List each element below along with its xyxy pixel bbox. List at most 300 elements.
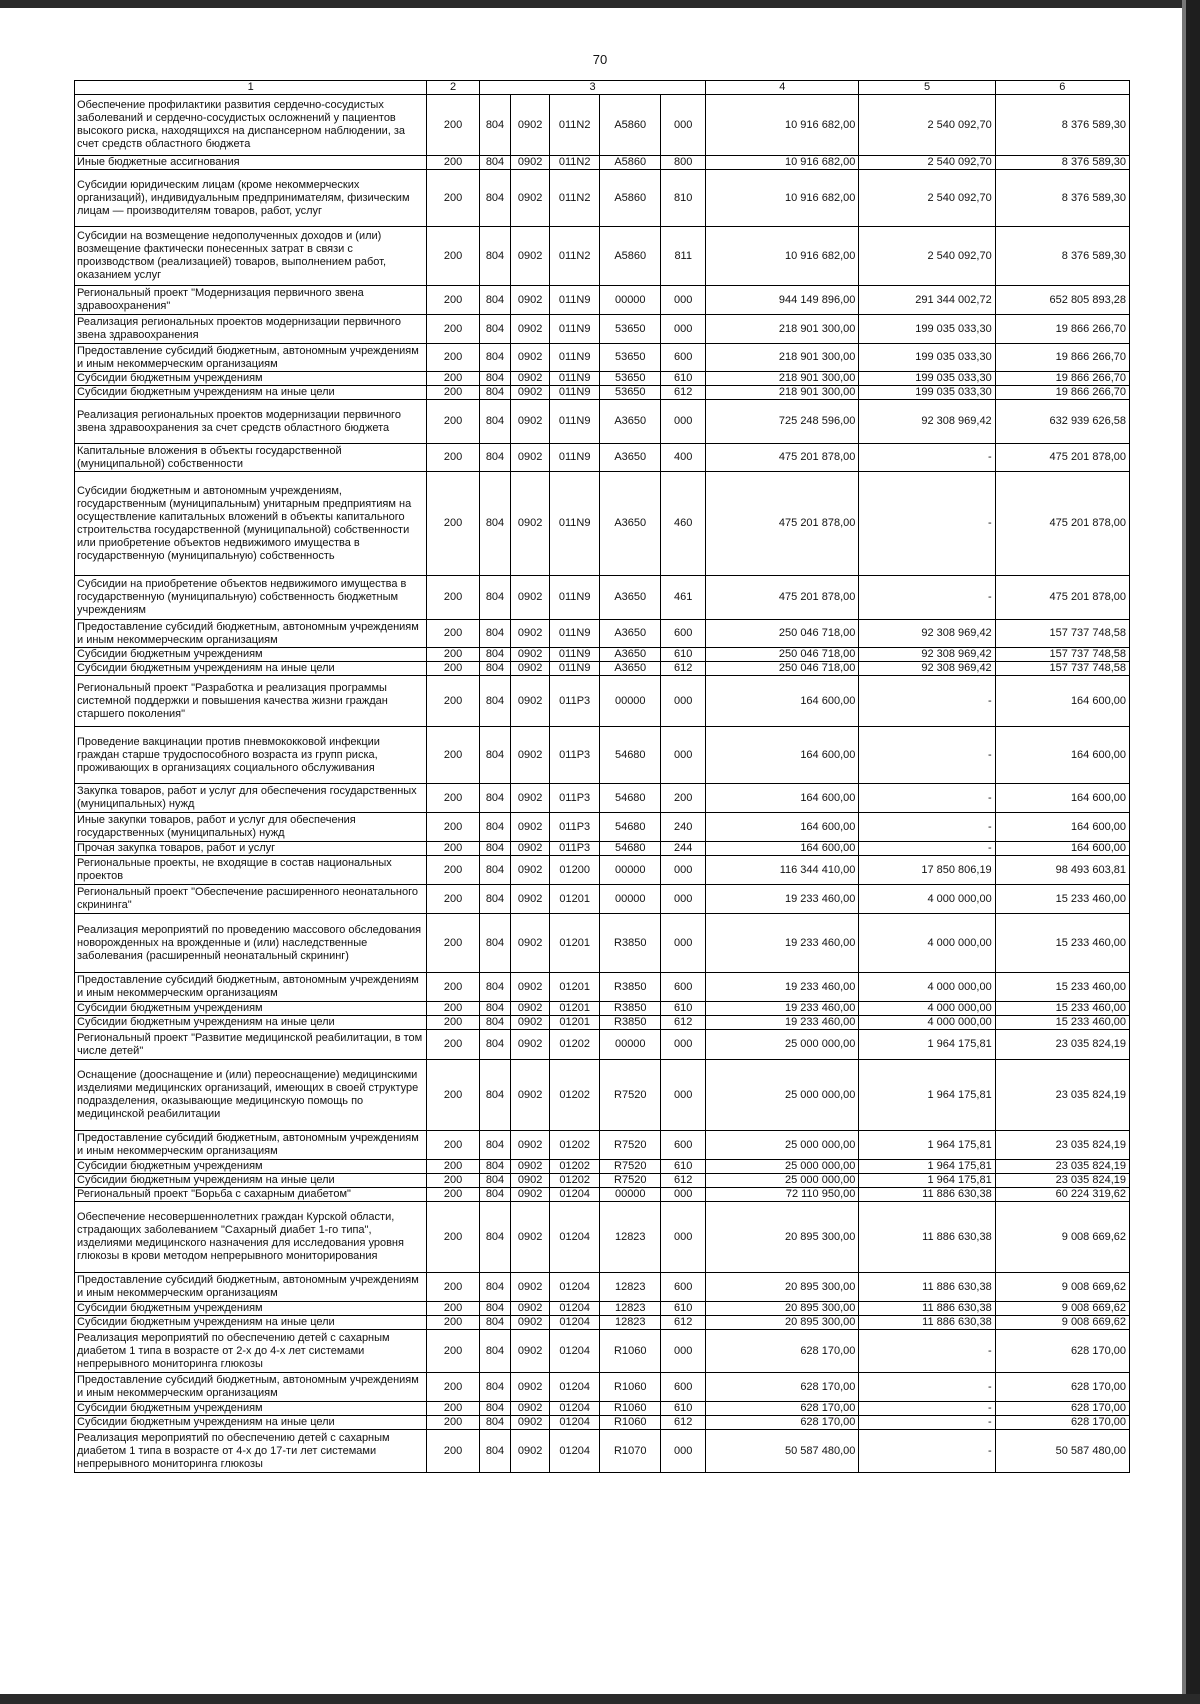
program-code: 011P3	[550, 676, 600, 727]
admin-code: 200	[427, 170, 479, 227]
amount-col5: 1 964 175,81	[859, 1131, 995, 1160]
section-code: 804	[479, 1016, 510, 1030]
section-code: 804	[479, 400, 510, 444]
amount-col6: 8 376 589,30	[995, 227, 1129, 286]
amount-col6: 475 201 878,00	[995, 472, 1129, 576]
amount-col6: 9 008 669,62	[995, 1302, 1129, 1316]
admin-code: 200	[427, 286, 479, 315]
admin-code: 200	[427, 885, 479, 914]
item-name: Предоставление субсидий бюджетным, автономным учреждениям и иным некоммерческим организациям	[75, 620, 427, 648]
direction-code: R1070	[600, 1430, 661, 1473]
direction-code: R1060	[600, 1373, 661, 1402]
amount-col6: 15 233 460,00	[995, 1002, 1129, 1016]
subsection-code: 0902	[511, 472, 550, 576]
subsection-code: 0902	[511, 648, 550, 662]
amount-col5: 92 308 969,42	[859, 620, 995, 648]
admin-code: 200	[427, 1330, 479, 1373]
program-code: 011N9	[550, 620, 600, 648]
section-code: 804	[479, 1174, 510, 1188]
admin-code: 200	[427, 1174, 479, 1188]
subsection-code: 0902	[511, 856, 550, 885]
program-code: 011N9	[550, 444, 600, 472]
amount-col4: 218 901 300,00	[706, 386, 859, 400]
amount-col4: 50 587 480,00	[706, 1430, 859, 1473]
subsection-code: 0902	[511, 386, 550, 400]
table-row	[75, 1016, 1130, 1030]
expense-type-code: 612	[661, 1316, 706, 1330]
direction-code: A5860	[600, 156, 661, 170]
amount-col5: 11 886 630,38	[859, 1273, 995, 1302]
item-name: Субсидии бюджетным учреждениям на иные цели	[75, 1174, 427, 1188]
subsection-code: 0902	[511, 576, 550, 620]
program-code: 011P3	[550, 727, 600, 784]
admin-code: 200	[427, 620, 479, 648]
amount-col6: 628 170,00	[995, 1330, 1129, 1373]
direction-code: 54680	[600, 727, 661, 784]
admin-code: 200	[427, 1160, 479, 1174]
expense-type-code: 000	[661, 885, 706, 914]
subsection-code: 0902	[511, 1202, 550, 1273]
amount-col4: 218 901 300,00	[706, 315, 859, 344]
amount-col5: 199 035 033,30	[859, 315, 995, 344]
amount-col6: 19 866 266,70	[995, 315, 1129, 344]
amount-col6: 164 600,00	[995, 727, 1129, 784]
table-row	[75, 1330, 1130, 1373]
subsection-code: 0902	[511, 170, 550, 227]
expense-type-code: 240	[661, 813, 706, 842]
amount-col4: 475 201 878,00	[706, 576, 859, 620]
amount-col4: 25 000 000,00	[706, 1131, 859, 1160]
subsection-code: 0902	[511, 1273, 550, 1302]
expense-type-code: 612	[661, 1416, 706, 1430]
amount-col5: -	[859, 784, 995, 813]
amount-col6: 98 493 603,81	[995, 856, 1129, 885]
expense-type-code: 800	[661, 156, 706, 170]
expense-type-code: 000	[661, 1202, 706, 1273]
section-code: 804	[479, 1160, 510, 1174]
expense-type-code: 610	[661, 1160, 706, 1174]
item-name: Иные бюджетные ассигнования	[75, 156, 427, 170]
amount-col4: 20 895 300,00	[706, 1316, 859, 1330]
expense-type-code: 610	[661, 372, 706, 386]
amount-col6: 632 939 626,58	[995, 400, 1129, 444]
program-code: 01204	[550, 1330, 600, 1373]
page-number: 70	[592, 52, 608, 67]
table-row	[75, 170, 1130, 227]
amount-col6: 628 170,00	[995, 1373, 1129, 1402]
section-code: 804	[479, 914, 510, 973]
direction-code: R1060	[600, 1330, 661, 1373]
direction-code: R7520	[600, 1174, 661, 1188]
subsection-code: 0902	[511, 662, 550, 676]
section-code: 804	[479, 372, 510, 386]
scan-edge-top	[0, 0, 1200, 8]
program-code: 01201	[550, 914, 600, 973]
section-code: 804	[479, 315, 510, 344]
admin-code: 200	[427, 1131, 479, 1160]
expense-type-code: 600	[661, 1131, 706, 1160]
subsection-code: 0902	[511, 444, 550, 472]
admin-code: 200	[427, 1030, 479, 1060]
item-name: Предоставление субсидий бюджетным, автономным учреждениям и иным некоммерческим организациям	[75, 1373, 427, 1402]
subsection-code: 0902	[511, 842, 550, 856]
admin-code: 200	[427, 1016, 479, 1030]
amount-col4: 25 000 000,00	[706, 1174, 859, 1188]
program-code: 011N9	[550, 648, 600, 662]
item-name: Обеспечение профилактики развития сердечно-сосудистых заболеваний и сердечно-сосудистых осложнений у пациентов высокого риска, находящихся на диспансерном наблюдении, за счет средств областного бюджета	[75, 95, 427, 156]
expense-type-code: 612	[661, 662, 706, 676]
expense-type-code: 200	[661, 784, 706, 813]
item-name: Региональный проект "Борьба с сахарным диабетом"	[75, 1188, 427, 1202]
program-code: 01201	[550, 1002, 600, 1016]
admin-code: 200	[427, 662, 479, 676]
expense-type-code: 600	[661, 1273, 706, 1302]
amount-col4: 25 000 000,00	[706, 1030, 859, 1060]
table-row	[75, 885, 1130, 914]
program-code: 01204	[550, 1416, 600, 1430]
admin-code: 200	[427, 1302, 479, 1316]
subsection-code: 0902	[511, 973, 550, 1002]
column-number-2: 2	[427, 81, 479, 95]
amount-col5: 199 035 033,30	[859, 386, 995, 400]
admin-code: 200	[427, 856, 479, 885]
column-number-row	[75, 81, 1130, 95]
program-code: 01202	[550, 1131, 600, 1160]
table-row	[75, 1030, 1130, 1060]
expense-type-code: 610	[661, 1402, 706, 1416]
item-name: Субсидии на возмещение недополученных доходов и (или) возмещение фактически понесенных затрат в связи с производством (реализацией) товаров, выполнением работ, оказанием услуг	[75, 227, 427, 286]
section-code: 804	[479, 620, 510, 648]
column-number-4: 4	[706, 81, 859, 95]
direction-code: A3650	[600, 648, 661, 662]
amount-col4: 19 233 460,00	[706, 1002, 859, 1016]
direction-code: A3650	[600, 576, 661, 620]
program-code: 01204	[550, 1188, 600, 1202]
table-row	[75, 315, 1130, 344]
program-code: 01204	[550, 1302, 600, 1316]
section-code: 804	[479, 227, 510, 286]
direction-code: 00000	[600, 885, 661, 914]
section-code: 804	[479, 842, 510, 856]
amount-col4: 628 170,00	[706, 1373, 859, 1402]
direction-code: A5860	[600, 95, 661, 156]
subsection-code: 0902	[511, 1373, 550, 1402]
amount-col6: 628 170,00	[995, 1402, 1129, 1416]
subsection-code: 0902	[511, 1131, 550, 1160]
item-name: Субсидии бюджетным учреждениям на иные цели	[75, 1016, 427, 1030]
expense-type-code: 461	[661, 576, 706, 620]
column-number-5: 5	[859, 81, 995, 95]
program-code: 01204	[550, 1373, 600, 1402]
subsection-code: 0902	[511, 1060, 550, 1131]
table-row	[75, 386, 1130, 400]
expense-type-code: 244	[661, 842, 706, 856]
expense-type-code: 000	[661, 914, 706, 973]
section-code: 804	[479, 1402, 510, 1416]
direction-code: A3650	[600, 662, 661, 676]
amount-col4: 944 149 896,00	[706, 286, 859, 315]
amount-col5: 11 886 630,38	[859, 1302, 995, 1316]
subsection-code: 0902	[511, 784, 550, 813]
amount-col6: 8 376 589,30	[995, 170, 1129, 227]
table-row	[75, 227, 1130, 286]
amount-col5: -	[859, 1402, 995, 1416]
amount-col5: 11 886 630,38	[859, 1316, 995, 1330]
subsection-code: 0902	[511, 400, 550, 444]
expense-type-code: 000	[661, 1330, 706, 1373]
subsection-code: 0902	[511, 1016, 550, 1030]
amount-col6: 9 008 669,62	[995, 1273, 1129, 1302]
amount-col5: 291 344 002,72	[859, 286, 995, 315]
amount-col6: 15 233 460,00	[995, 885, 1129, 914]
amount-col5: 4 000 000,00	[859, 885, 995, 914]
amount-col6: 164 600,00	[995, 813, 1129, 842]
program-code: 011N9	[550, 286, 600, 315]
amount-col4: 19 233 460,00	[706, 973, 859, 1002]
admin-code: 200	[427, 344, 479, 372]
amount-col5: -	[859, 1416, 995, 1430]
expense-type-code: 612	[661, 386, 706, 400]
amount-col5: -	[859, 444, 995, 472]
amount-col6: 15 233 460,00	[995, 1016, 1129, 1030]
amount-col4: 164 600,00	[706, 842, 859, 856]
admin-code: 200	[427, 1316, 479, 1330]
admin-code: 200	[427, 676, 479, 727]
amount-col6: 23 035 824,19	[995, 1160, 1129, 1174]
amount-col4: 475 201 878,00	[706, 444, 859, 472]
expense-type-code: 000	[661, 1030, 706, 1060]
subsection-code: 0902	[511, 914, 550, 973]
direction-code: 12823	[600, 1273, 661, 1302]
program-code: 01202	[550, 1030, 600, 1060]
direction-code: A3650	[600, 444, 661, 472]
direction-code: 54680	[600, 813, 661, 842]
amount-col5: 92 308 969,42	[859, 662, 995, 676]
program-code: 011N2	[550, 156, 600, 170]
direction-code: 00000	[600, 1188, 661, 1202]
program-code: 01204	[550, 1316, 600, 1330]
admin-code: 200	[427, 227, 479, 286]
table-row	[75, 576, 1130, 620]
amount-col5: -	[859, 813, 995, 842]
item-name: Реализация мероприятий по обеспечению детей с сахарным диабетом 1 типа в возрасте от 2-х до 4-х лет системами непрерывного мониторинга глюкозы	[75, 1330, 427, 1373]
subsection-code: 0902	[511, 1002, 550, 1016]
amount-col6: 9 008 669,62	[995, 1202, 1129, 1273]
section-code: 804	[479, 1060, 510, 1131]
expense-type-code: 600	[661, 620, 706, 648]
table-row	[75, 727, 1130, 784]
program-code: 011N9	[550, 344, 600, 372]
item-name: Реализация региональных проектов модернизации первичного звена здравоохранения	[75, 315, 427, 344]
admin-code: 200	[427, 400, 479, 444]
program-code: 01204	[550, 1402, 600, 1416]
item-name: Региональные проекты, не входящие в состав национальных проектов	[75, 856, 427, 885]
expense-type-code: 610	[661, 1002, 706, 1016]
program-code: 011N2	[550, 95, 600, 156]
amount-col5: 4 000 000,00	[859, 973, 995, 1002]
amount-col5: 92 308 969,42	[859, 648, 995, 662]
item-name: Прочая закупка товаров, работ и услуг	[75, 842, 427, 856]
admin-code: 200	[427, 784, 479, 813]
direction-code: 12823	[600, 1302, 661, 1316]
amount-col5: 4 000 000,00	[859, 1002, 995, 1016]
program-code: 011P3	[550, 784, 600, 813]
amount-col6: 475 201 878,00	[995, 576, 1129, 620]
section-code: 804	[479, 1416, 510, 1430]
admin-code: 200	[427, 1402, 479, 1416]
program-code: 01201	[550, 885, 600, 914]
admin-code: 200	[427, 1416, 479, 1430]
amount-col4: 250 046 718,00	[706, 620, 859, 648]
amount-col5: 2 540 092,70	[859, 95, 995, 156]
subsection-code: 0902	[511, 620, 550, 648]
amount-col4: 10 916 682,00	[706, 170, 859, 227]
program-code: 011N9	[550, 662, 600, 676]
subsection-code: 0902	[511, 156, 550, 170]
admin-code: 200	[427, 372, 479, 386]
subsection-code: 0902	[511, 1330, 550, 1373]
column-number-3: 3	[479, 81, 706, 95]
item-name: Субсидии бюджетным учреждениям на иные цели	[75, 1316, 427, 1330]
amount-col6: 157 737 748,58	[995, 620, 1129, 648]
table-row	[75, 1402, 1130, 1416]
table-row	[75, 1202, 1130, 1273]
expense-type-code: 000	[661, 727, 706, 784]
item-name: Субсидии бюджетным учреждениям	[75, 1002, 427, 1016]
subsection-code: 0902	[511, 1402, 550, 1416]
item-name: Реализация мероприятий по обеспечению детей с сахарным диабетом 1 типа в возрасте от 4-х до 17-ти лет системами непрерывного мониторинга глюкозы	[75, 1430, 427, 1473]
amount-col4: 250 046 718,00	[706, 648, 859, 662]
item-name: Субсидии бюджетным учреждениям	[75, 372, 427, 386]
admin-code: 200	[427, 444, 479, 472]
section-code: 804	[479, 472, 510, 576]
program-code: 011N9	[550, 472, 600, 576]
item-name: Предоставление субсидий бюджетным, автономным учреждениям и иным некоммерческим организациям	[75, 1131, 427, 1160]
table-row	[75, 344, 1130, 372]
amount-col5: -	[859, 576, 995, 620]
subsection-code: 0902	[511, 1316, 550, 1330]
admin-code: 200	[427, 914, 479, 973]
item-name: Иные закупки товаров, работ и услуг для обеспечения государственных (муниципальных) нужд	[75, 813, 427, 842]
amount-col4: 20 895 300,00	[706, 1302, 859, 1316]
amount-col5: 11 886 630,38	[859, 1188, 995, 1202]
amount-col6: 19 866 266,70	[995, 386, 1129, 400]
program-code: 011N9	[550, 315, 600, 344]
expense-type-code: 460	[661, 472, 706, 576]
direction-code: A3650	[600, 472, 661, 576]
amount-col5: 17 850 806,19	[859, 856, 995, 885]
admin-code: 200	[427, 1273, 479, 1302]
table-row	[75, 1316, 1130, 1330]
program-code: 011N2	[550, 170, 600, 227]
program-code: 01204	[550, 1430, 600, 1473]
subsection-code: 0902	[511, 1430, 550, 1473]
amount-col6: 628 170,00	[995, 1416, 1129, 1430]
amount-col4: 218 901 300,00	[706, 344, 859, 372]
section-code: 804	[479, 784, 510, 813]
program-code: 011P3	[550, 813, 600, 842]
expense-type-code: 600	[661, 1373, 706, 1402]
amount-col5: 2 540 092,70	[859, 170, 995, 227]
item-name: Реализация региональных проектов модернизации первичного звена здравоохранения за счет средств областного бюджета	[75, 400, 427, 444]
amount-col6: 23 035 824,19	[995, 1030, 1129, 1060]
subsection-code: 0902	[511, 95, 550, 156]
expense-type-code: 000	[661, 1188, 706, 1202]
section-code: 804	[479, 648, 510, 662]
program-code: 011N9	[550, 372, 600, 386]
direction-code: 00000	[600, 1030, 661, 1060]
item-name: Региональный проект "Модернизация первичного звена здравоохранения"	[75, 286, 427, 315]
item-name: Субсидии бюджетным учреждениям на иные цели	[75, 1416, 427, 1430]
budget-table	[74, 80, 1130, 1473]
table-row	[75, 1430, 1130, 1473]
admin-code: 200	[427, 1060, 479, 1131]
item-name: Оснащение (дооснащение и (или) переоснащение) медицинскими изделиями медицинских организаций, имеющих в своей структуре подразделения, оказывающие медицинскую помощь по медицинской реабилитации	[75, 1060, 427, 1131]
table-row	[75, 662, 1130, 676]
item-name: Региональный проект "Развитие медицинской реабилитации, в том числе детей"	[75, 1030, 427, 1060]
amount-col4: 10 916 682,00	[706, 227, 859, 286]
amount-col4: 164 600,00	[706, 813, 859, 842]
item-name: Обеспечение несовершеннолетних граждан Курской области, страдающих заболеванием "Сахарный диабет 1-го типа", изделиями медицинского назначения для исследования уровня глюкозы в крови методом непрерывного мониторирования	[75, 1202, 427, 1273]
direction-code: R3850	[600, 914, 661, 973]
subsection-code: 0902	[511, 372, 550, 386]
expense-type-code: 811	[661, 227, 706, 286]
expense-type-code: 000	[661, 286, 706, 315]
expense-type-code: 612	[661, 1016, 706, 1030]
item-name: Субсидии бюджетным учреждениям	[75, 1160, 427, 1174]
section-code: 804	[479, 676, 510, 727]
column-number-1: 1	[75, 81, 427, 95]
amount-col4: 72 110 950,00	[706, 1188, 859, 1202]
direction-code: A3650	[600, 620, 661, 648]
table-row	[75, 1188, 1130, 1202]
subsection-code: 0902	[511, 676, 550, 727]
amount-col6: 19 866 266,70	[995, 372, 1129, 386]
expense-type-code: 400	[661, 444, 706, 472]
table-row	[75, 472, 1130, 576]
table-row	[75, 1160, 1130, 1174]
amount-col5: 4 000 000,00	[859, 914, 995, 973]
column-number-6: 6	[995, 81, 1129, 95]
section-code: 804	[479, 813, 510, 842]
amount-col5: -	[859, 727, 995, 784]
table-row	[75, 620, 1130, 648]
table-row	[75, 156, 1130, 170]
item-name: Субсидии бюджетным учреждениям на иные цели	[75, 386, 427, 400]
direction-code: 53650	[600, 315, 661, 344]
amount-col5: -	[859, 1330, 995, 1373]
amount-col6: 164 600,00	[995, 784, 1129, 813]
direction-code: R7520	[600, 1160, 661, 1174]
section-code: 804	[479, 344, 510, 372]
amount-col6: 164 600,00	[995, 676, 1129, 727]
table-row	[75, 842, 1130, 856]
amount-col4: 25 000 000,00	[706, 1160, 859, 1174]
item-name: Предоставление субсидий бюджетным, автономным учреждениям и иным некоммерческим организациям	[75, 973, 427, 1002]
direction-code: 00000	[600, 286, 661, 315]
expense-type-code: 612	[661, 1174, 706, 1188]
subsection-code: 0902	[511, 813, 550, 842]
section-code: 804	[479, 856, 510, 885]
section-code: 804	[479, 662, 510, 676]
section-code: 804	[479, 1302, 510, 1316]
amount-col5: 92 308 969,42	[859, 400, 995, 444]
table-row	[75, 286, 1130, 315]
expense-type-code: 000	[661, 400, 706, 444]
section-code: 804	[479, 1373, 510, 1402]
amount-col4: 164 600,00	[706, 784, 859, 813]
amount-col4: 164 600,00	[706, 676, 859, 727]
